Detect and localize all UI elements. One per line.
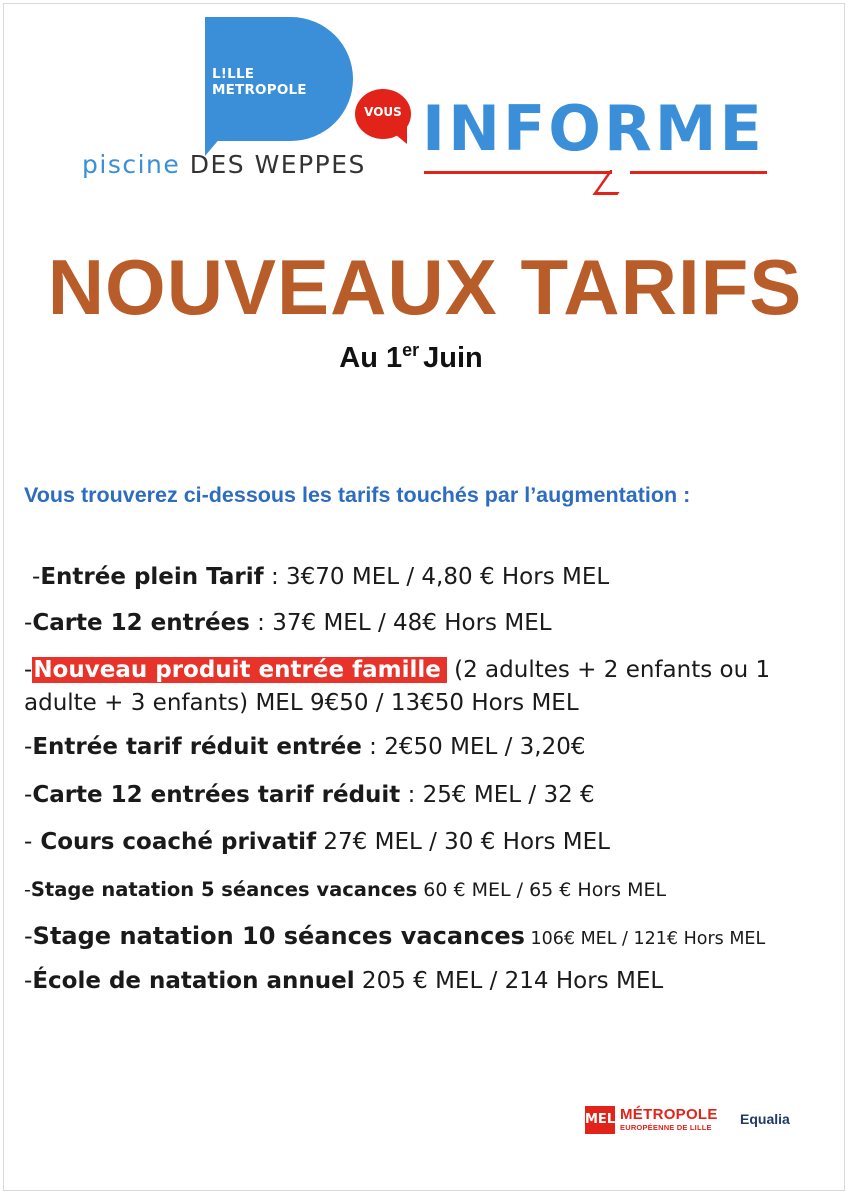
- tarif-price: : 37€ MEL / 48€ Hors MEL: [249, 610, 552, 636]
- tarif-item: -Stage natation 5 séances vacances 60 € MEL / 65 € Hors MEL: [24, 878, 667, 901]
- piscine-des-weppes-logo: [0, 0, 850, 220]
- informe-underline: [424, 171, 767, 174]
- effective-date-sup: er: [402, 340, 420, 360]
- tarif-item: -Entrée plein Tarif : 3€70 MEL / 4,80 € Hors MEL: [32, 564, 610, 590]
- effective-date: [0, 340, 822, 375]
- tarif-price: 27€ MEL / 30 € Hors MEL: [316, 829, 610, 855]
- tarif-item: -Entrée tarif réduit entrée : 2€50 MEL / 3,20€: [24, 734, 586, 760]
- logo-weppes-word: DES WEPPES: [189, 150, 366, 179]
- effective-date-prefix: Au 1: [339, 342, 403, 374]
- tarif-name: Entrée tarif réduit entrée: [32, 734, 362, 760]
- logo-piscine-word: piscine: [82, 150, 181, 179]
- tarif-item: - Cours coaché privatif 27€ MEL / 30 € Hors MEL: [24, 829, 610, 855]
- mel-logo-subtitle: EUROPÉENNE DE LILLE: [620, 1123, 712, 1132]
- tarif-item-highlighted: -Nouveau produit entrée famille (2 adultes + 2 enfants ou 1 adulte + 3 enfants) MEL 9€50 / 13€50 Hors MEL: [24, 657, 771, 716]
- informe-pointer-gap: [612, 170, 630, 175]
- logo-lille-metropole-text: L!LLE METROPOLE: [212, 66, 307, 98]
- logo-informe-text: INFORME: [422, 92, 765, 165]
- tarif-price: : 2€50 MEL / 3,20€: [361, 734, 586, 760]
- tarif-name: Stage natation 5 séances vacances: [30, 878, 418, 901]
- tarif-item: -Carte 12 entrées tarif réduit : 25€ MEL / 32 €: [24, 782, 595, 808]
- tarif-price: 60 € MEL / 65 € Hors MEL: [417, 879, 667, 901]
- effective-date-month: Juin: [423, 342, 483, 374]
- tarif-item: -Carte 12 entrées : 37€ MEL / 48€ Hors MEL: [24, 610, 552, 636]
- intro-text: Vous trouverez ci-dessous les tarifs touchés par l’augmentation :: [24, 483, 691, 507]
- new-product-highlight: Nouveau produit entrée famille: [32, 657, 447, 683]
- tarif-item: -Stage natation 10 séances vacances 106€ MEL / 121€ Hors MEL: [24, 922, 766, 950]
- tarif-price: 205 € MEL / 214 Hors MEL: [354, 968, 664, 994]
- tarif-price: : 3€70 MEL / 4,80 € Hors MEL: [263, 564, 610, 590]
- equalia-logo: Equalia: [740, 1111, 790, 1127]
- tarif-name: École de natation annuel: [32, 968, 355, 994]
- tarif-name: Entrée plein Tarif: [40, 564, 264, 590]
- tarif-name: Carte 12 entrées tarif réduit: [32, 782, 401, 808]
- mel-logo-name: MÉTROPOLE: [620, 1106, 718, 1123]
- tarif-item: -École de natation annuel 205 € MEL / 214 Hors MEL: [24, 968, 664, 994]
- tarif-name: Cours coaché privatif: [32, 829, 317, 855]
- tarif-price: : 25€ MEL / 32 €: [400, 782, 595, 808]
- tarif-name: Carte 12 entrées: [32, 610, 250, 636]
- logo-vous-text: VOUS: [364, 105, 402, 119]
- tarif-price: 106€ MEL / 121€ Hors MEL: [524, 929, 766, 949]
- page-title: NOUVEAUX TARIFS: [47, 243, 803, 331]
- logo-piscine-line: [82, 150, 366, 179]
- tarif-price: (2 adultes + 2 enfants ou 1 adulte + 3 enfants) MEL 9€50 / 13€50 Hors MEL: [24, 657, 771, 716]
- logo-vous-tail: [385, 126, 407, 144]
- mel-logo-badge: MEL: [585, 1106, 615, 1134]
- tarif-name: Stage natation 10 séances vacances: [32, 922, 525, 950]
